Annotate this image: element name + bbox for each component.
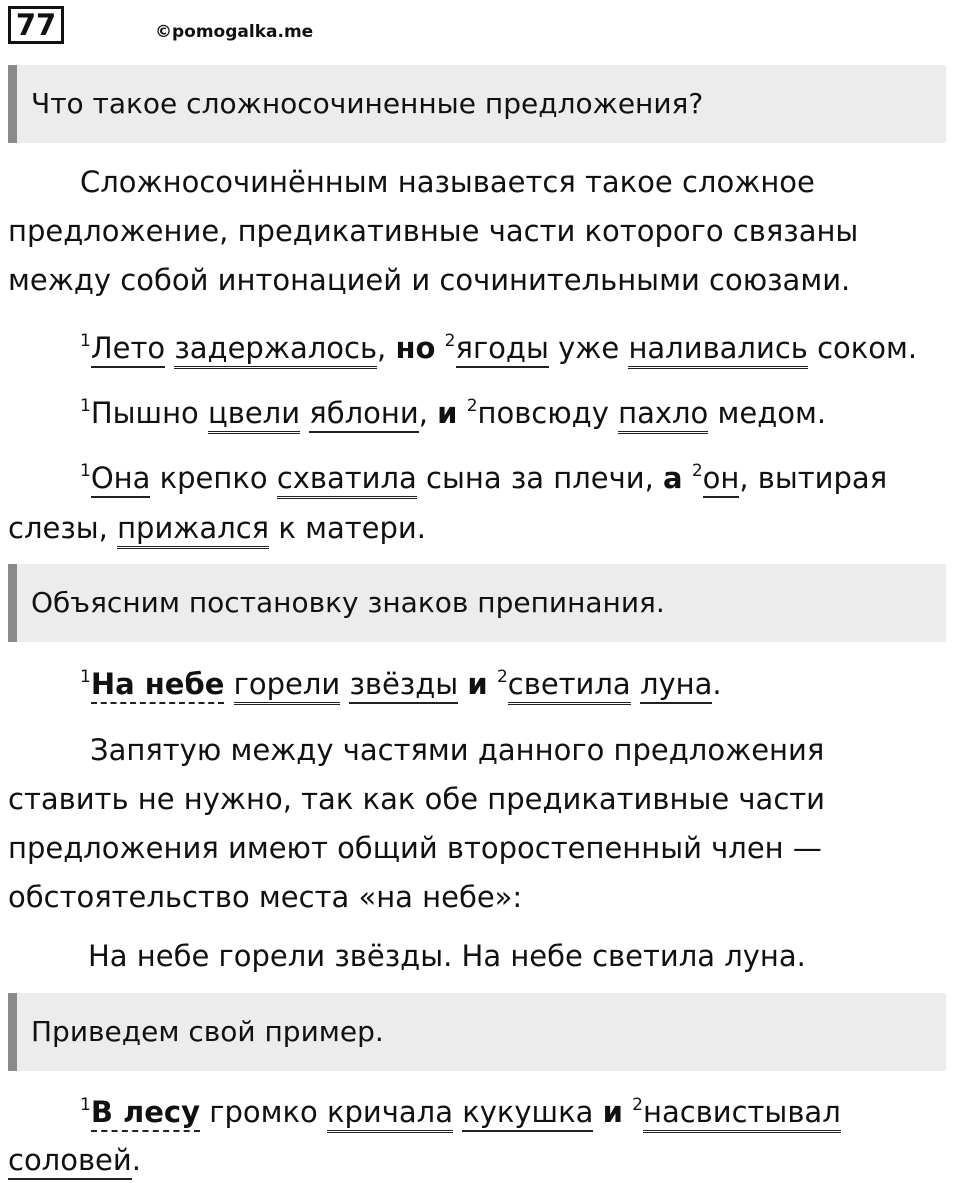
text: повсюду: [477, 396, 619, 430]
text: [435, 331, 444, 365]
part-number: 2: [691, 461, 703, 481]
subject: Она: [91, 461, 151, 498]
part-number: 1: [80, 461, 91, 481]
predicate: горели: [234, 667, 341, 705]
text: к матери.: [269, 511, 426, 545]
split-sentence: На небе горели звёзды. На небе светила луна.: [88, 939, 806, 973]
part-number: 2: [444, 331, 456, 351]
text: соком.: [807, 331, 918, 365]
adverbial: На небе: [91, 667, 225, 704]
text: [593, 1095, 602, 1129]
text: [623, 1095, 632, 1129]
text: , вытирая: [739, 461, 888, 495]
conjunction: но: [395, 331, 436, 365]
subject: соловей: [8, 1143, 132, 1180]
part-number: 1: [80, 1095, 91, 1115]
copyright-text: ©pomogalka.me: [155, 22, 314, 42]
text: [683, 461, 692, 495]
text: ,: [418, 396, 438, 430]
explanation-paragraph: Запятую между частями данного предложения ставить не нужно, так как обе предикативные части предложения имеют общий второстепенный член — обстоятельство места «на небе»:: [8, 733, 825, 914]
part-number: 2: [466, 396, 478, 416]
definition-paragraph: Сложносочинённым называется такое сложное предложение, предикативные части которого связаны между собой интонацией и сочинительными союзами.: [8, 165, 859, 297]
text: громко: [200, 1095, 327, 1129]
text: [453, 1095, 462, 1129]
text: ,: [377, 331, 396, 365]
predicate: кричала: [327, 1095, 453, 1133]
predicate: цвели: [208, 396, 300, 434]
text: [300, 396, 309, 430]
conjunction: а: [663, 461, 683, 495]
predicate: прижался: [117, 511, 269, 549]
example-sentence-4: [8, 664, 722, 704]
example-sentence-5-continuation: [8, 1140, 141, 1180]
conjunction: и: [437, 396, 458, 430]
subject: луна: [640, 667, 712, 704]
example-sentence-1: [8, 328, 917, 368]
adverbial: В лесу: [91, 1095, 200, 1132]
text: уже: [548, 331, 629, 365]
example-sentence-5: [8, 1092, 841, 1132]
predicate: схватила: [277, 461, 417, 499]
subject: ягоды: [456, 331, 549, 368]
text: .: [712, 667, 722, 701]
text: .: [131, 1143, 141, 1177]
part-number: 2: [496, 667, 508, 687]
conjunction: и: [467, 667, 488, 701]
predicate: пахло: [618, 396, 708, 434]
section-banner-example: Приведем свой пример.: [8, 993, 946, 1071]
example-sentence-3: [8, 458, 887, 498]
text: [165, 331, 174, 365]
subject: кукушка: [462, 1095, 593, 1132]
text: слезы,: [8, 511, 118, 545]
page-number: 77: [8, 6, 64, 44]
part-number: 1: [80, 667, 91, 687]
part-number: 1: [80, 396, 91, 416]
text: [631, 667, 640, 701]
section-banner-punctuation: Объясним постановку знаков препинания.: [8, 564, 946, 642]
section-banner-question: Что такое сложносочиненные предложения?: [8, 65, 946, 143]
predicate: задержалось: [174, 331, 377, 369]
text: [488, 667, 497, 701]
part-number: 2: [632, 1095, 643, 1115]
predicate: насвистывал: [643, 1095, 841, 1133]
subject: Лето: [91, 331, 165, 368]
example-sentence-3-continuation: [8, 508, 426, 548]
text: крепко: [150, 461, 277, 495]
text: Пышно: [90, 396, 208, 430]
text: медом.: [708, 396, 827, 430]
conjunction: и: [602, 1095, 623, 1129]
subject: яблони: [309, 396, 418, 433]
subject: он: [703, 461, 740, 498]
predicate: наливались: [628, 331, 807, 369]
subject: звёзды: [349, 667, 458, 704]
text: [457, 396, 466, 430]
text: [224, 667, 233, 701]
predicate: светила: [508, 667, 631, 705]
part-number: 1: [80, 331, 91, 351]
example-sentence-2: [8, 393, 826, 433]
text: сына за плечи,: [416, 461, 664, 495]
